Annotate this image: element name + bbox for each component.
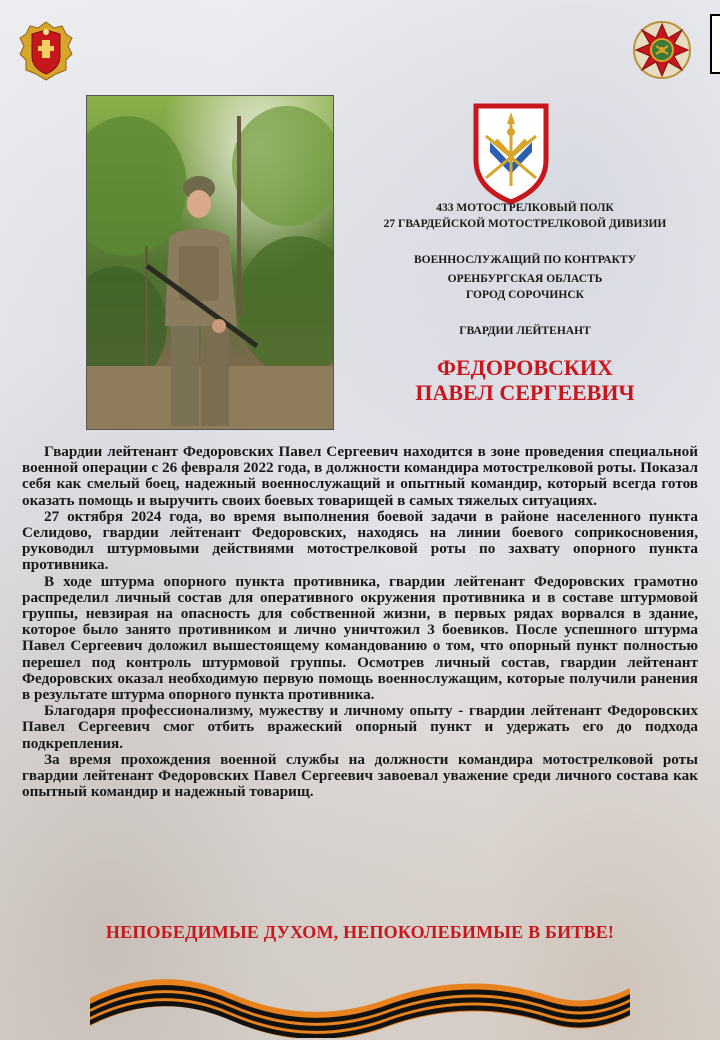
soldier-photo <box>86 95 334 430</box>
service-info <box>340 200 710 405</box>
bio-paragraph: В ходе штурма опорного пункта противника, гвардии лейтенант Федоровских грамотно распределил личный состав для оперативного окружения противника и в составе штурмовой группы, невзирая на опасность для собственной жизни, в первых рядах ворвался в здание, которое было занято противником и лично уничтожил 3 боевиков. После успешного штурма Павел Сергеевич доложил вышестоящему командованию о том, что опорный пункт полностью перешел под контроль штурмовой группы. Осмотрев личный состав, гвардии лейтенант Федоровских оказал необходимую первую помощь военнослужащим, которые получили ранения в результате штурма опорного пункта противника. <box>22 572 698 704</box>
st-george-ribbon-icon <box>90 958 630 1038</box>
district-coat-of-arms-icon <box>18 20 74 82</box>
corner-frame <box>710 14 720 74</box>
rank-line: ГВАРДИИ ЛЕЙТЕНАНТ <box>459 325 591 337</box>
bio-paragraph: Гвардии лейтенант Федоровских Павел Сергеевич находится в зоне проведения специальной военной операции с 26 февраля 2022 года, в должности командира мотострелковой роты. Показал себя как смелый боец, надежный военнослужащий и опытный командир, который всегда готов оказать помощь и выручить своих боевых товарищей в самых тяжелых ситуациях. <box>22 443 698 509</box>
biography-text <box>22 444 698 800</box>
city-line: ГОРОД СОРОЧИНСК <box>466 289 584 301</box>
bio-paragraph: Благодаря профессионализму, мужеству и личному опыту - гвардии лейтенант Федоровских Павел Сергеевич смог отбить вражеский опорный пункт и удержать его до подхода подкрепления. <box>22 702 698 752</box>
division-badge-icon <box>632 20 692 80</box>
soldier-photo-drawing <box>87 96 333 429</box>
division-line: 27 ГВАРДЕЙСКОЙ МОТОСТРЕЛКОВОЙ ДИВИЗИИ <box>383 218 667 230</box>
surname-heading: ФЕДОРОВСКИХ <box>437 355 613 380</box>
region-line: ОРЕНБУРГСКАЯ ОБЛАСТЬ <box>447 273 603 285</box>
service-type-line: ВОЕННОСЛУЖАЩИЙ ПО КОНТРАКТУ <box>413 254 637 266</box>
given-names-heading: ПАВЕЛ СЕРГЕЕВИЧ <box>415 380 635 405</box>
regiment-line: 433 МОТОСТРЕЛКОВЫЙ ПОЛК <box>436 202 614 214</box>
motto: НЕПОБЕДИМЫЕ ДУХОМ, НЕПОКОЛЕБИМЫЕ В БИТВЕ! <box>105 922 615 942</box>
bio-paragraph: 27 октября 2024 года, во время выполнения боевой задачи в районе населенного пункта Селидово, гвардии лейтенант Федоровских, находясь на линии боевого соприкосновения, руководил штурмовыми действиями мотострелковой роты по захвату опорного пункта противника. <box>22 507 698 574</box>
regiment-emblem-icon <box>470 102 552 204</box>
bio-paragraph: За время прохождения военной службы на должности командира мотострелковой роты гвардии лейтенант Федоровских Павел Сергеевич завоевал уважение среди личного состава как опытный командир и надежный товарищ. <box>22 750 698 801</box>
